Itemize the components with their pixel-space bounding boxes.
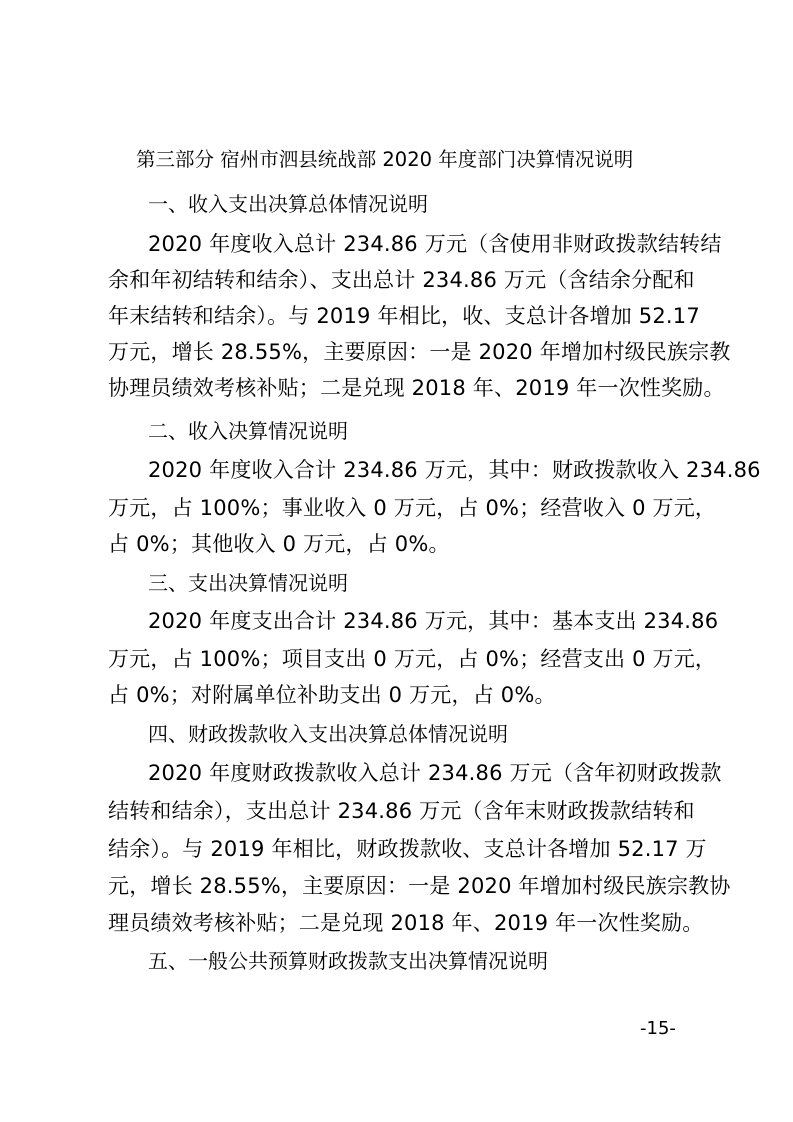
paragraph-line: 2020 年度财政拨款收入总计 234.86 万元（含年初财政拨款	[148, 761, 722, 785]
section-heading: 四、财政拨款收入支出决算总体情况说明	[148, 722, 508, 746]
section-heading: 一、收入支出决算总体情况说明	[148, 192, 428, 216]
paragraph-line: 2020 年度支出合计 234.86 万元，其中：基本支出 234.86	[148, 609, 719, 633]
paragraph-line: 结转和结余），支出总计 234.86 万元（含年末财政拨款结转和	[108, 799, 695, 823]
paragraph-line: 万元，占 100%；事业收入 0 万元，占 0%；经营收入 0 万元，	[108, 496, 717, 520]
page-title: 第三部分 宿州市泗县统战部 2020 年度部门决算情况说明	[136, 148, 634, 171]
paragraph-line: 2020 年度收入总计 234.86 万元（含使用非财政拨款结转结	[148, 232, 722, 256]
paragraph-line: 理员绩效考核补贴；二是兑现 2018 年、2019 年一次性奖励。	[108, 911, 704, 935]
paragraph-line: 占 0%；对附属单位补助支出 0 万元，占 0%。	[108, 683, 556, 707]
section-heading: 三、支出决算情况说明	[148, 571, 348, 595]
paragraph-line: 年末结转和结余）。与 2019 年相比，收、支总计各增加 52.17	[108, 304, 700, 328]
paragraph-line: 万元，占 100%；项目支出 0 万元，占 0%；经营支出 0 万元，	[108, 647, 717, 671]
paragraph-line: 协理员绩效考核补贴；二是兑现 2018 年、2019 年一次性奖励。	[108, 376, 725, 400]
section-heading: 二、收入决算情况说明	[148, 419, 348, 443]
paragraph-line: 余和年初结转和结余）、支出总计 234.86 万元（含结余分配和	[108, 268, 695, 292]
paragraph-line: 2020 年度收入合计 234.86 万元，其中：财政拨款收入 234.86	[148, 458, 761, 482]
paragraph-line: 结余）。与 2019 年相比，财政拨款收、支总计各增加 52.17 万	[108, 837, 707, 861]
paragraph-line: 万元，增长 28.55%，主要原因：一是 2020 年增加村级民族宗教	[108, 340, 731, 364]
section-heading: 五、一般公共预算财政拨款支出决算情况说明	[148, 949, 548, 973]
paragraph-line: 元，增长 28.55%，主要原因：一是 2020 年增加村级民族宗教协	[108, 874, 731, 898]
paragraph-line: 占 0%；其他收入 0 万元，占 0%。	[108, 532, 450, 556]
page-number: -15-	[640, 1018, 676, 1039]
